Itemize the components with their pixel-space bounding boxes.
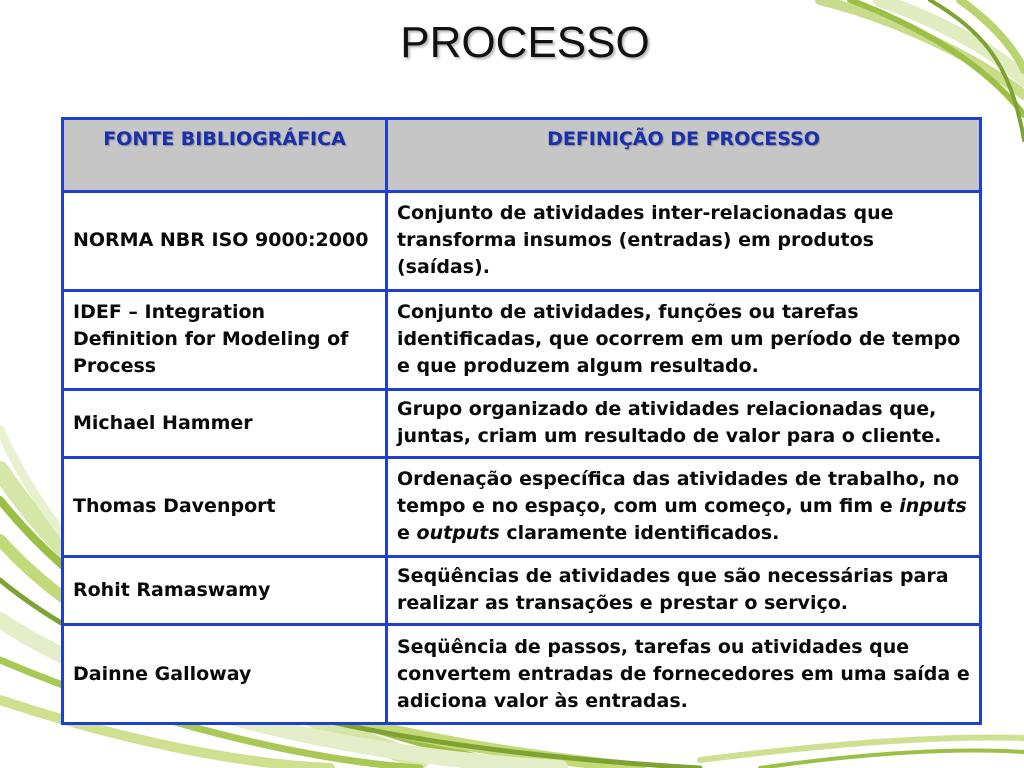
definition-text: claramente identificados. <box>499 522 780 545</box>
table-row <box>63 389 981 457</box>
source-cell: Thomas Davenport <box>63 457 387 556</box>
slide-title: PROCESSO <box>400 18 650 67</box>
source-cell: NORMA NBR ISO 9000:2000 <box>63 192 387 291</box>
table-header-row <box>63 119 981 192</box>
definition-cell: Grupo organizado de atividades relacionadas que, juntas, criam um resultado de valor para o cliente. <box>387 389 981 457</box>
header-definicao-de-processo: DEFINIÇÃO DE PROCESSO <box>387 119 981 192</box>
table-row <box>63 457 981 556</box>
process-definitions-table <box>61 117 982 725</box>
definition-cell: Seqüência de passos, tarefas ou atividades que convertem entradas de fornecedores em uma saída e adiciona valor às entradas. <box>387 625 981 724</box>
table-row <box>63 290 981 389</box>
definition-text: Ordenação específica das atividades de trabalho, no tempo e no espaço, com um começo, um fim e <box>397 468 960 518</box>
definition-text: e <box>397 522 417 545</box>
source-cell: Dainne Galloway <box>63 625 387 724</box>
source-cell: Michael Hammer <box>63 389 387 457</box>
definition-italic-inputs: inputs <box>899 495 967 518</box>
source-cell: Rohit Ramaswamy <box>63 556 387 624</box>
definition-cell: Seqüências de atividades que são necessárias para realizar as transações e prestar o serviço. <box>387 556 981 624</box>
definition-cell: Conjunto de atividades inter-relacionadas que transforma insumos (entradas) em produtos (saídas). <box>387 192 981 291</box>
definition-cell: Conjunto de atividades, funções ou tarefas identificadas, que ocorrem em um período de tempo e que produzem algum resultado. <box>387 290 981 389</box>
table-row <box>63 192 981 291</box>
definition-italic-outputs: outputs <box>416 522 500 545</box>
table-row <box>63 625 981 724</box>
table-row <box>63 556 981 624</box>
source-cell: IDEF – Integration Definition for Modeling of Process <box>63 290 387 389</box>
header-fonte-bibliografica: FONTE BIBLIOGRÁFICA <box>63 119 387 192</box>
definition-cell <box>387 457 981 556</box>
